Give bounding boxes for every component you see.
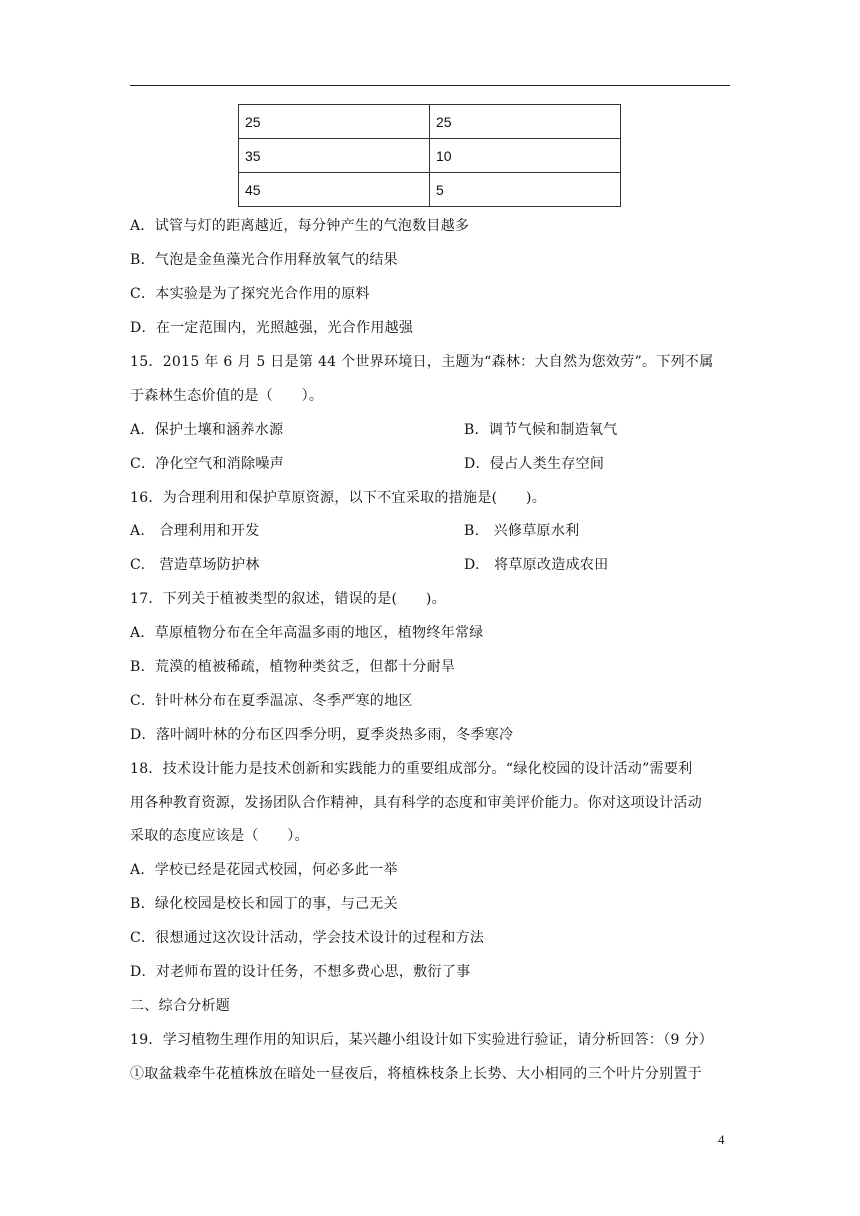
q17-option-a: A．草原植物分布在全年高温多雨的地区，植物终年常绿 <box>130 625 484 641</box>
page-number: 4 <box>718 1132 725 1147</box>
q16-options-row1 <box>130 522 580 540</box>
table-row <box>239 139 621 173</box>
q18-option-c: C．很想通过这次设计活动，学会技术设计的过程和方法 <box>130 930 485 946</box>
q16-option-c: C. 营造草场防护林 <box>130 557 260 573</box>
table-row <box>239 105 621 139</box>
section-heading: 二、综合分析题 <box>130 998 231 1014</box>
q14-option-d: D．在一定范围内，光照越强，光合作用越强 <box>130 320 414 336</box>
q16-options-row2 <box>130 556 609 574</box>
q18-option-a: A．学校已经是花园式校园，何必多此一举 <box>130 862 398 878</box>
q17-option-d: D．落叶阔叶林的分布区四季分明，夏季炎热多雨，冬季寒冷 <box>130 727 514 743</box>
q17-option-c: C．针叶林分布在夏季温凉、冬季严寒的地区 <box>130 693 413 709</box>
q15-stem-line1: 15．2015 年 6 月 5 日是第 44 个世界环境日，主题为“森林：大自然为您效劳”。下列不属 <box>130 354 714 370</box>
q18-stem-line2: 用各种教育资源，发扬团队合作精神，具有科学的态度和审美评价能力。你对这项设计活动 <box>130 795 702 811</box>
q18-stem-line3: 采取的态度应该是（ ）。 <box>130 828 309 844</box>
q18-stem-line1: 18．技术设计能力是技术创新和实践能力的重要组成部分。“绿化校园的设计活动”需要利 <box>130 761 693 777</box>
q15-option-c: C．净化空气和消除噪声 <box>130 456 285 472</box>
q19-stem-line1: 19．学习植物生理作用的知识后，某兴趣小组设计如下实验进行验证，请分析回答：（9 分） <box>130 1032 714 1048</box>
q15-stem-line2: 于森林生态价值的是（ ）。 <box>130 388 324 404</box>
table-row <box>239 173 621 207</box>
q19-stem-line2: ①取盆栽牵牛花植株放在暗处一昼夜后，将植株枝条上长势、大小相同的三个叶片分别置于 <box>130 1066 702 1082</box>
q16-option-b: B. 兴修草原水利 <box>464 523 580 539</box>
q17-stem: 17．下列关于植被类型的叙述，错误的是( )。 <box>130 591 446 607</box>
q15-options-row2 <box>130 455 605 473</box>
q16-option-a: A. 合理利用和开发 <box>130 523 260 539</box>
q14-option-c: C．本实验是为了探究光合作用的原料 <box>130 286 370 302</box>
table-cell: 35 <box>239 139 430 173</box>
q17-option-b: B．荒漠的植被稀疏，植物种类贫乏，但都十分耐旱 <box>130 659 456 675</box>
table-cell: 45 <box>239 173 430 207</box>
q18-option-b: B．绿化校园是校长和园丁的事，与己无关 <box>130 896 398 912</box>
q14-option-a: A．试管与灯的距离越近，每分钟产生的气泡数目越多 <box>130 218 470 234</box>
q14-option-b: B．气泡是金鱼藻光合作用释放氧气的结果 <box>130 252 398 268</box>
q18-option-d: D．对老师布置的设计任务，不想多费心思，敷衍了事 <box>130 964 471 980</box>
q15-options-row1 <box>130 421 618 439</box>
data-table <box>238 104 621 207</box>
q16-option-d: D. 将草原改造成农田 <box>464 557 609 573</box>
table-cell: 10 <box>430 139 621 173</box>
q15-option-d: D．侵占人类生存空间 <box>464 456 605 472</box>
q16-stem: 16．为合理利用和保护草原资源，以下不宜采取的措施是( )。 <box>130 490 547 506</box>
header-rule <box>130 85 730 86</box>
q15-option-b: B．调节气候和制造氧气 <box>464 422 618 438</box>
table-cell: 5 <box>430 173 621 207</box>
table-cell: 25 <box>430 105 621 139</box>
q15-option-a: A．保护土壤和涵养水源 <box>130 422 284 438</box>
table-cell: 25 <box>239 105 430 139</box>
